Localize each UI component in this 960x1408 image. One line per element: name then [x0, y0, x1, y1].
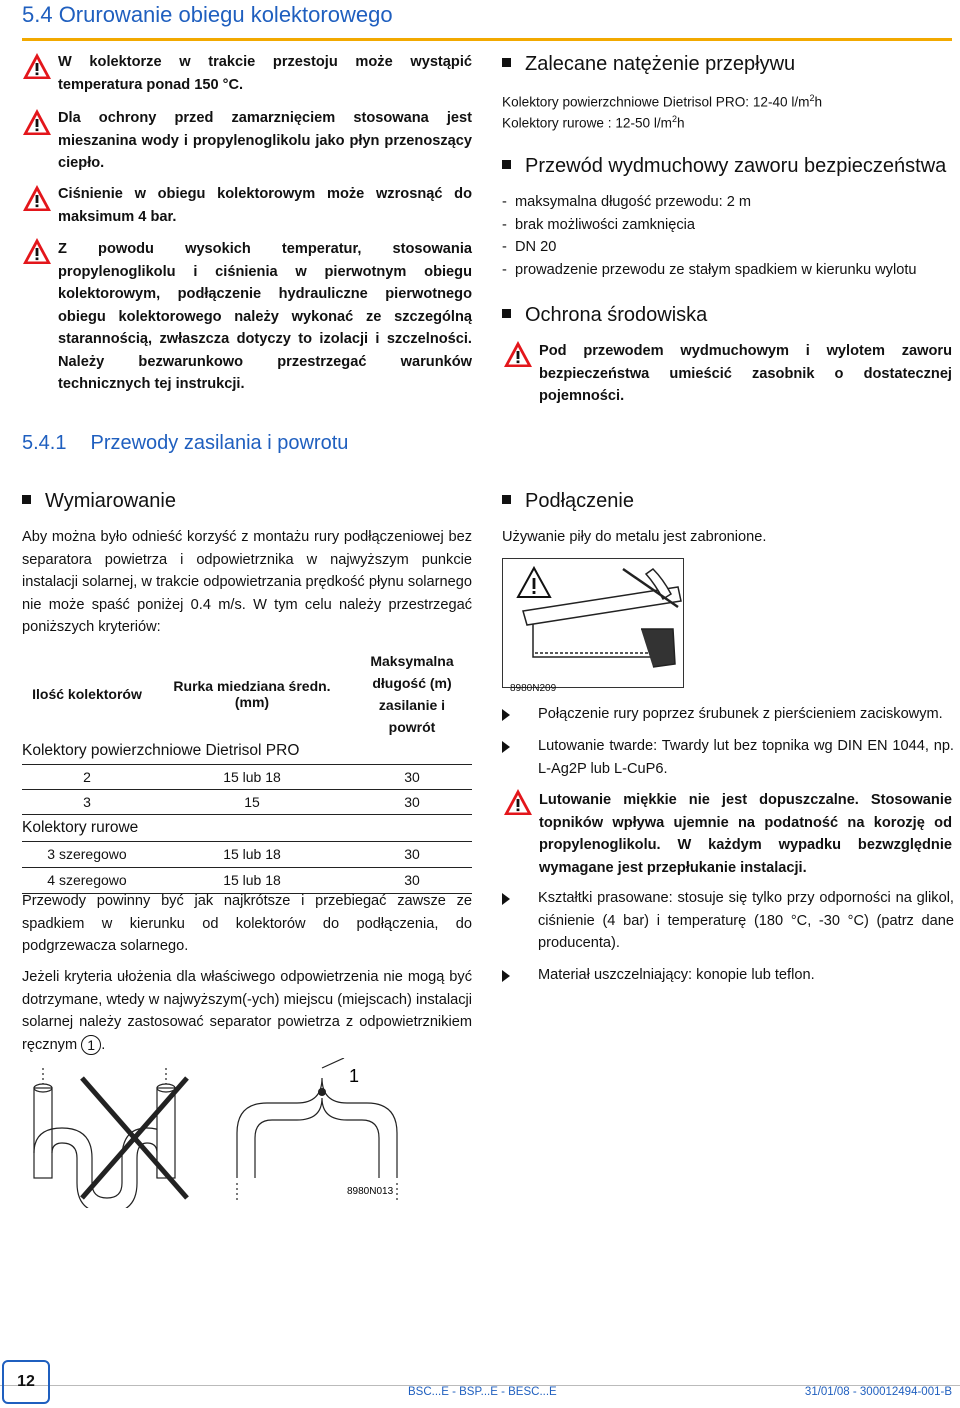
- relief-list: [502, 191, 917, 281]
- table-cell: 15 lub 18: [223, 846, 281, 862]
- flow-line-tube: Kolektory rurowe : 12-50 $l/m^2h$: [502, 114, 685, 131]
- table-group-row: [22, 814, 472, 841]
- table-group-label: Kolektory powierzchniowe Dietrisol PRO: [22, 741, 300, 759]
- warning-text-pressure: Ciśnienie w obiegu kolektorowym może wzrosnąć do maksimum 4 bar.: [58, 186, 472, 225]
- paragraph-air-separator: Jeżeli kryteria ułożenia dla właściwego odpowietrzenia nie mogą być dotrzymane, wtedy w najwyższym(-ych) miejscu (miejscach) instalacji solarnej należy zastosować separator powietrza z odpowietrznikiem ręcznym 1 .: [22, 969, 472, 1053]
- env-heading: Ochrona środowiska: [502, 304, 707, 327]
- table-cell: 30: [404, 768, 420, 785]
- header-rule: [22, 38, 952, 41]
- list-item: - prowadzenie przewodu ze stałym spadkiem w kierunku wylotu: [502, 261, 917, 278]
- table-cell: 30: [404, 872, 420, 888]
- list-item: Kształtki prasowane: stosuje się tylko przy odporności na glikol, ciśnienie (4 bar) i temperaturę (180 °C, -30 °C) (patrz dane producenta).: [502, 887, 954, 955]
- table-cell: 3 szeregowo: [47, 846, 127, 862]
- table-group-label: Kolektory rurowe: [22, 818, 139, 836]
- table-cell: 3: [83, 793, 91, 810]
- warning-text-temperature: W kolektorze w trakcie przestoju może wystąpić temperatura ponad 150 °C.: [58, 54, 472, 93]
- arrow-bullet-icon: [502, 893, 510, 905]
- sizing-heading: Wymiarowanie: [22, 490, 176, 513]
- flow-line-flat: Kolektory powierzchniowe Dietrisol PRO: 12-40 $l/m^2h$: [502, 93, 823, 110]
- arrow-bullet-icon: [502, 709, 510, 721]
- table-row: [22, 789, 472, 814]
- list-item: Materiał uszczelniający: konopie lub teflon.: [502, 964, 954, 987]
- wrong-pipe-routing: [34, 1068, 175, 1208]
- table-header-cell: Rurka miedziana średn. (mm): [173, 678, 331, 710]
- callout-marker: 1: [81, 1035, 101, 1055]
- list-item: - brak możliwości zamknięcia: [502, 216, 696, 233]
- table-cell: 2: [83, 768, 91, 785]
- pipe-size-table: [22, 650, 472, 894]
- list-item: - DN 20: [502, 239, 557, 255]
- no-saw-figure: [502, 558, 684, 688]
- paragraph-routing: Przewody powinny być jak najkrótsze i przebiegać zawsze ze spadkiem w kierunku od kolektorów do podłączenia, do podgrzewacza solarnego.: [22, 893, 472, 954]
- square-bullet-icon: [502, 58, 511, 67]
- correct-pipe-routing: [237, 1058, 397, 1203]
- figure-code: 8980N013: [347, 1186, 394, 1197]
- warning-icon: [503, 340, 533, 368]
- footer-reference: 31/01/08 - 300012494-001-B: [804, 1386, 952, 1398]
- warning-icon: [22, 52, 52, 80]
- connection-intro: Używanie piły do metalu jest zabronione.: [502, 529, 767, 545]
- table-cell: 15: [244, 793, 260, 810]
- hacksaw-icon: [523, 569, 681, 667]
- table-cell: 15 lub 18: [223, 768, 281, 785]
- table-header-row: [22, 650, 472, 738]
- connection-heading: Podłączenie: [502, 490, 634, 513]
- table-header-cell: Ilość kolektorów: [32, 686, 142, 702]
- sizing-paragraph: Aby można było odnieść korzyść z montażu rury podłączeniowej bez separatora powietrza i odpowietrznika w najwyższym punkcie instalacji solarnej, w trakcie odpowietrzania prędkość płynu solarnego nie może spaść poniżej 0.4 m/s. W tym celu należy przestrzegać poniższych kryteriów:: [22, 529, 472, 635]
- section-title: 5.4 Orurowanie obiegu kolektorowego: [22, 2, 393, 27]
- callout-number: 1: [349, 1066, 360, 1086]
- page-number: 12: [2, 1360, 50, 1404]
- warning-icon: [22, 237, 52, 265]
- figure-code: 8980N209: [510, 683, 557, 694]
- square-bullet-icon: [502, 160, 511, 169]
- square-bullet-icon: [502, 495, 511, 504]
- table-header-cell: Maksymalna długość (m) zasilanie i powrót: [370, 653, 454, 735]
- footer-models: BSC...E - BSP...E - BESC...E: [408, 1386, 557, 1398]
- table-cell: 30: [404, 846, 420, 862]
- warning-icon: [22, 184, 52, 212]
- arrow-bullet-icon: [502, 741, 510, 753]
- pipe-routing-figure: [22, 1058, 452, 1208]
- list-item: - maksymalna długość przewodu: 2 m: [502, 194, 752, 210]
- warning-text-installation: Z powodu wysokich temperatur, stosowania propylenoglikolu i ciśnienia w pierwotnym obiegu kolektorowym, podłączenie hydrauliczne pierwotnego obiegu kolektorowego należy wykonać ze szczególną starannością, zwłaszcza dotyczy to izolacji i szczelności. Należy bezwarunkowo przestrzegać warunków technicznych tej instrukcji.: [58, 241, 472, 392]
- list-item: Lutowanie twarde: Twardy lut bez topnika wg DIN EN 1044, np. L-Ag2P lub L-CuP6.: [502, 735, 954, 780]
- soldering-warning-text: Lutowanie miękkie nie jest dopuszczalne. Stosowanie topników wpływa ujemnie na podatność na korozję od propylenoglikolu. W każdym wypadku bezwzględnie wymagane jest przepłukanie instalacji.: [539, 792, 952, 876]
- relief-heading: Przewód wydmuchowy zaworu bezpieczeństwa: [502, 155, 946, 178]
- warning-icon: [503, 788, 533, 816]
- flow-heading: Zalecane natężenie przepływu: [502, 53, 795, 76]
- warning-icon: [518, 568, 550, 597]
- table-cell: 15 lub 18: [223, 872, 281, 888]
- table-cell: 30: [404, 793, 420, 810]
- table-row: [22, 841, 472, 867]
- subsection-title: 5.4.1 Przewody zasilania i powrotu: [22, 432, 349, 454]
- table-row: [22, 764, 472, 789]
- env-warning-text: Pod przewodem wydmuchowym i wylotem zaworu bezpieczeństwa umieścić zasobnik o dostatecznej pojemności.: [539, 343, 952, 404]
- square-bullet-icon: [22, 495, 31, 504]
- table-group-row: [22, 738, 472, 764]
- air-vent-icon: [318, 1088, 326, 1096]
- list-item: Połączenie rury poprzez śrubunek z pierścieniem zaciskowym.: [502, 703, 954, 726]
- warning-text-antifreeze: Dla ochrony przed zamarznięciem stosowana jest mieszanina wody i propylenoglikolu jako płyn przenoszący ciepło.: [58, 110, 472, 171]
- table-cell: 4 szeregowo: [47, 872, 127, 888]
- square-bullet-icon: [502, 309, 511, 318]
- arrow-bullet-icon: [502, 970, 510, 982]
- warning-icon: [22, 108, 52, 136]
